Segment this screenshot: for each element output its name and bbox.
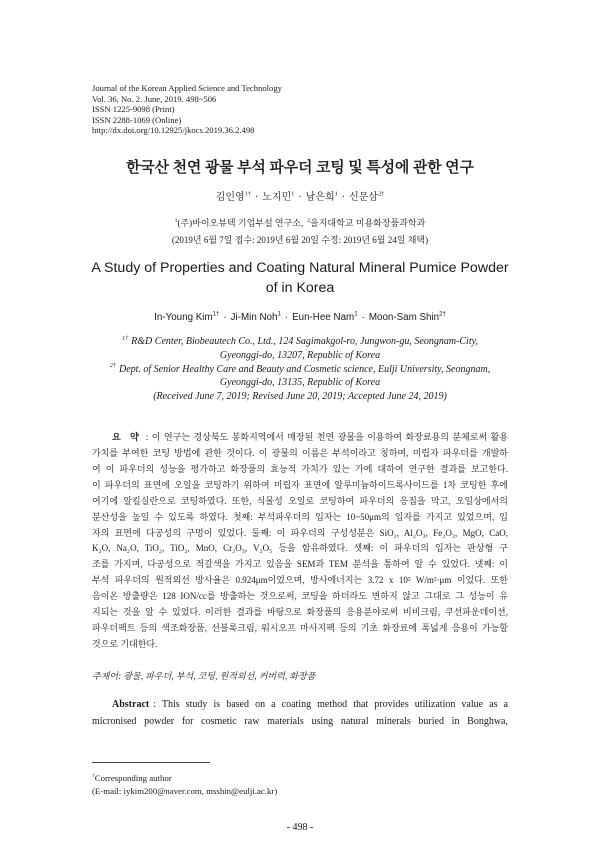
abstract-line: K₂O, Na₂O, TiO₂, TiO₂, MnO, Cr₂O₃, V₂O₅ 등을 함유하였다. 셋째: 이 파우더의 입자는 판상형 구 — [92, 543, 508, 554]
author-name: 신문삼 — [349, 192, 379, 203]
title-english-line: A Study of Properties and Coating Natural Mineral Pumice Powder — [91, 260, 509, 276]
abstract-line: 가치를 부여한 코팅 방법에 관한 것이다. 이 광물의 이름은 부석이라고 칭하며, 미립자 파우더를 개발하 — [92, 447, 508, 458]
abstract-line: 자의 표면에 다공성의 구멍이 있었다. 둘째: 이 파우더의 구성성분은 SiO₂, Al₂O₃, Fe₂O₃, MgO, CaO, — [92, 527, 508, 538]
abstract-line: 것으로 기대한다. — [92, 638, 158, 649]
abstract-line: 여기에 알킬실란으로 코팅하였다. 또한, 식물성 오일로 코팅하여 파우더의 응집을 막고, 오일상에서의 — [92, 495, 508, 506]
abstract-line: 파우더팩트 등의 색조화장품, 선블록크림, 워시오프 마사지팩 등의 기초 화장료에 폭넓게 응용이 가능할 — [92, 623, 508, 634]
author-separator: · — [223, 312, 227, 323]
footnote-rule — [92, 762, 210, 763]
footnote — [92, 772, 277, 798]
affiliation-mark: 2† — [109, 362, 116, 370]
abstract-line — [92, 696, 508, 713]
author-separator: · — [298, 192, 302, 203]
author-affiliation-mark: 1 — [291, 190, 295, 198]
abstract-line: 여 이 파우더의 성능을 평가하고 화장품의 효능적 가치가 있는 가에 대하여 연구한 결과를 보고한다. — [92, 463, 508, 474]
keywords-korean: 주제어: 광물, 파우더, 부석, 코팅, 원적외선, 커버력, 화장품 — [92, 671, 316, 681]
dates-english: (Received June 7, 2019; Revised June 20, 2019; Accepted June 24, 2019) — [153, 391, 447, 403]
author-affiliation-mark: 1† — [244, 190, 251, 198]
affiliation-line — [0, 363, 600, 377]
page-number: - 498 - — [286, 822, 314, 833]
corresponding-author-text: Corresponding author — [94, 773, 172, 783]
affiliation-line: Gyeonggi-do, 13135, Republic of Korea — [219, 377, 381, 389]
issn-online: ISSN 2288-1069 (Online) — [92, 114, 182, 125]
author-name: Ji-Min Noh — [230, 312, 278, 323]
title-english — [0, 258, 600, 298]
affiliation-mark: 1 — [174, 218, 178, 224]
abstract-line: 음이온 방출량은 128 ION/cc를 방출하는 것으로써, 코팅을 하더라도 변하지 않고 그대로 그 성능이 유 — [92, 591, 508, 602]
abstract-line — [92, 430, 508, 446]
affiliation-text: R&D Center, Biobeautech Co., Ltd., 124 Sagimakgol-ro, Jungwon-gu, Seongnam-City, — [131, 336, 478, 347]
authors-english — [0, 311, 600, 325]
affiliation-text: (주)바이오뷰텍 기업부설 연구소, — [177, 218, 304, 228]
author-separator: · — [361, 312, 365, 323]
abstract-korean — [92, 430, 508, 653]
author-name: Moon-Sam Shin — [368, 312, 440, 323]
author-name: 김인영 — [215, 192, 245, 203]
abstract-line: 분산성을 높일 수 있도록 하였다. 첫째: 부석파우더의 입자는 10~50μm의 입자를 가지고 있었으며, 입 — [92, 511, 508, 522]
affiliation-text: 을지대학교 미용화장품과학과 — [310, 218, 426, 228]
author-separator: · — [254, 192, 259, 203]
author-separator: · — [284, 312, 289, 323]
abstract-text: : 이 연구는 경상북도 봉화지역에서 매장된 천연 광물을 이용하여 화장료용의 분체로써 활용 — [145, 432, 508, 442]
title-english-line: of in Korea — [265, 280, 335, 296]
author-affiliation-mark: 1† — [212, 311, 220, 318]
author-affiliation-mark: 2† — [378, 190, 385, 198]
journal-header — [92, 83, 282, 136]
affiliation-mark: 2 — [307, 218, 311, 224]
abstract-text: : This study is based on a coating method that provides utilization value as a — [153, 699, 508, 710]
corresponding-email: (E-mail: iykim200@naver.com, msshin@eulji.ac.kr) — [92, 786, 278, 796]
abstract-line: 지되는 것을 알 수 있었다. 이러한 결과를 바탕으로 화장품의 응용분야로써 비비크림, 쿠션파운데이션, — [92, 607, 508, 618]
abstract-label: 요 약 — [112, 432, 142, 442]
affiliation-line: Gyeonggi-do, 13207, Republic of Korea — [219, 349, 381, 361]
author-affiliation-mark: 1 — [354, 311, 358, 318]
abstract-line: 이 파우더의 표면에 오일을 코팅하기 위하여 미립자 표면에 알루미늄하이드록사이드를 1차 코팅한 후에 — [92, 479, 508, 490]
abstract-label: Abstract — [112, 699, 150, 710]
affiliations-korean — [0, 216, 600, 230]
author-separator: · — [341, 192, 346, 203]
author-affiliation-mark: 1 — [277, 311, 281, 318]
affiliation-line — [0, 335, 600, 349]
doi-link[interactable]: http://dx.doi.org/10.12925/jkocs.2019.36.2.498 — [92, 125, 255, 135]
author-name: 남은희 — [305, 192, 335, 203]
abstract-english — [92, 696, 508, 730]
author-name: 노지민 — [262, 192, 292, 203]
journal-name: Journal of the Korean Applied Science and Technology — [92, 83, 282, 93]
abstract-line: 조를 가지며, 다공성으로 적갈색을 가지고 있음을 SEM과 TEM 분석을 통하여 알 수 있었다. 넷째: 이 — [92, 559, 508, 570]
title-korean: 한국산 천연 광물 부석 파우더 코팅 및 특성에 관한 연구 — [126, 160, 474, 176]
issn-print: ISSN 1225-9098 (Print) — [92, 104, 175, 114]
author-name: In-Young Kim — [154, 312, 213, 323]
volume-info: Vol. 36, No. 2. June, 2019. 498~506 — [92, 93, 217, 104]
author-affiliation-mark: 1 — [334, 190, 338, 198]
affiliation-text: Dept. of Senior Healthy Care and Beauty and Cosmetic science, Eulji University, Seongnam, — [118, 363, 491, 375]
dates-korean: (2019년 6월 7일 접수: 2019년 6월 20일 수정: 2019년 6월 24일 채택) — [171, 235, 429, 245]
affiliations-english — [0, 335, 600, 404]
dagger-mark: † — [92, 773, 95, 780]
corresponding-author — [92, 772, 277, 785]
abstract-line: micronised powder for cosmetic raw materials using natural minerals buried in Bonghwa, — [92, 716, 508, 727]
author-name: Eun-Hee Nam — [292, 312, 355, 323]
abstract-line: 부석 파우더의 원적외선 방사율은 0.924μm이었으며, 방사에너지는 3.72 x 10² W/m²·μm 이었다. 또한 — [92, 575, 508, 586]
author-affiliation-mark: 2† — [439, 311, 446, 318]
affiliation-mark: 1† — [121, 334, 129, 342]
authors-korean — [0, 190, 600, 206]
